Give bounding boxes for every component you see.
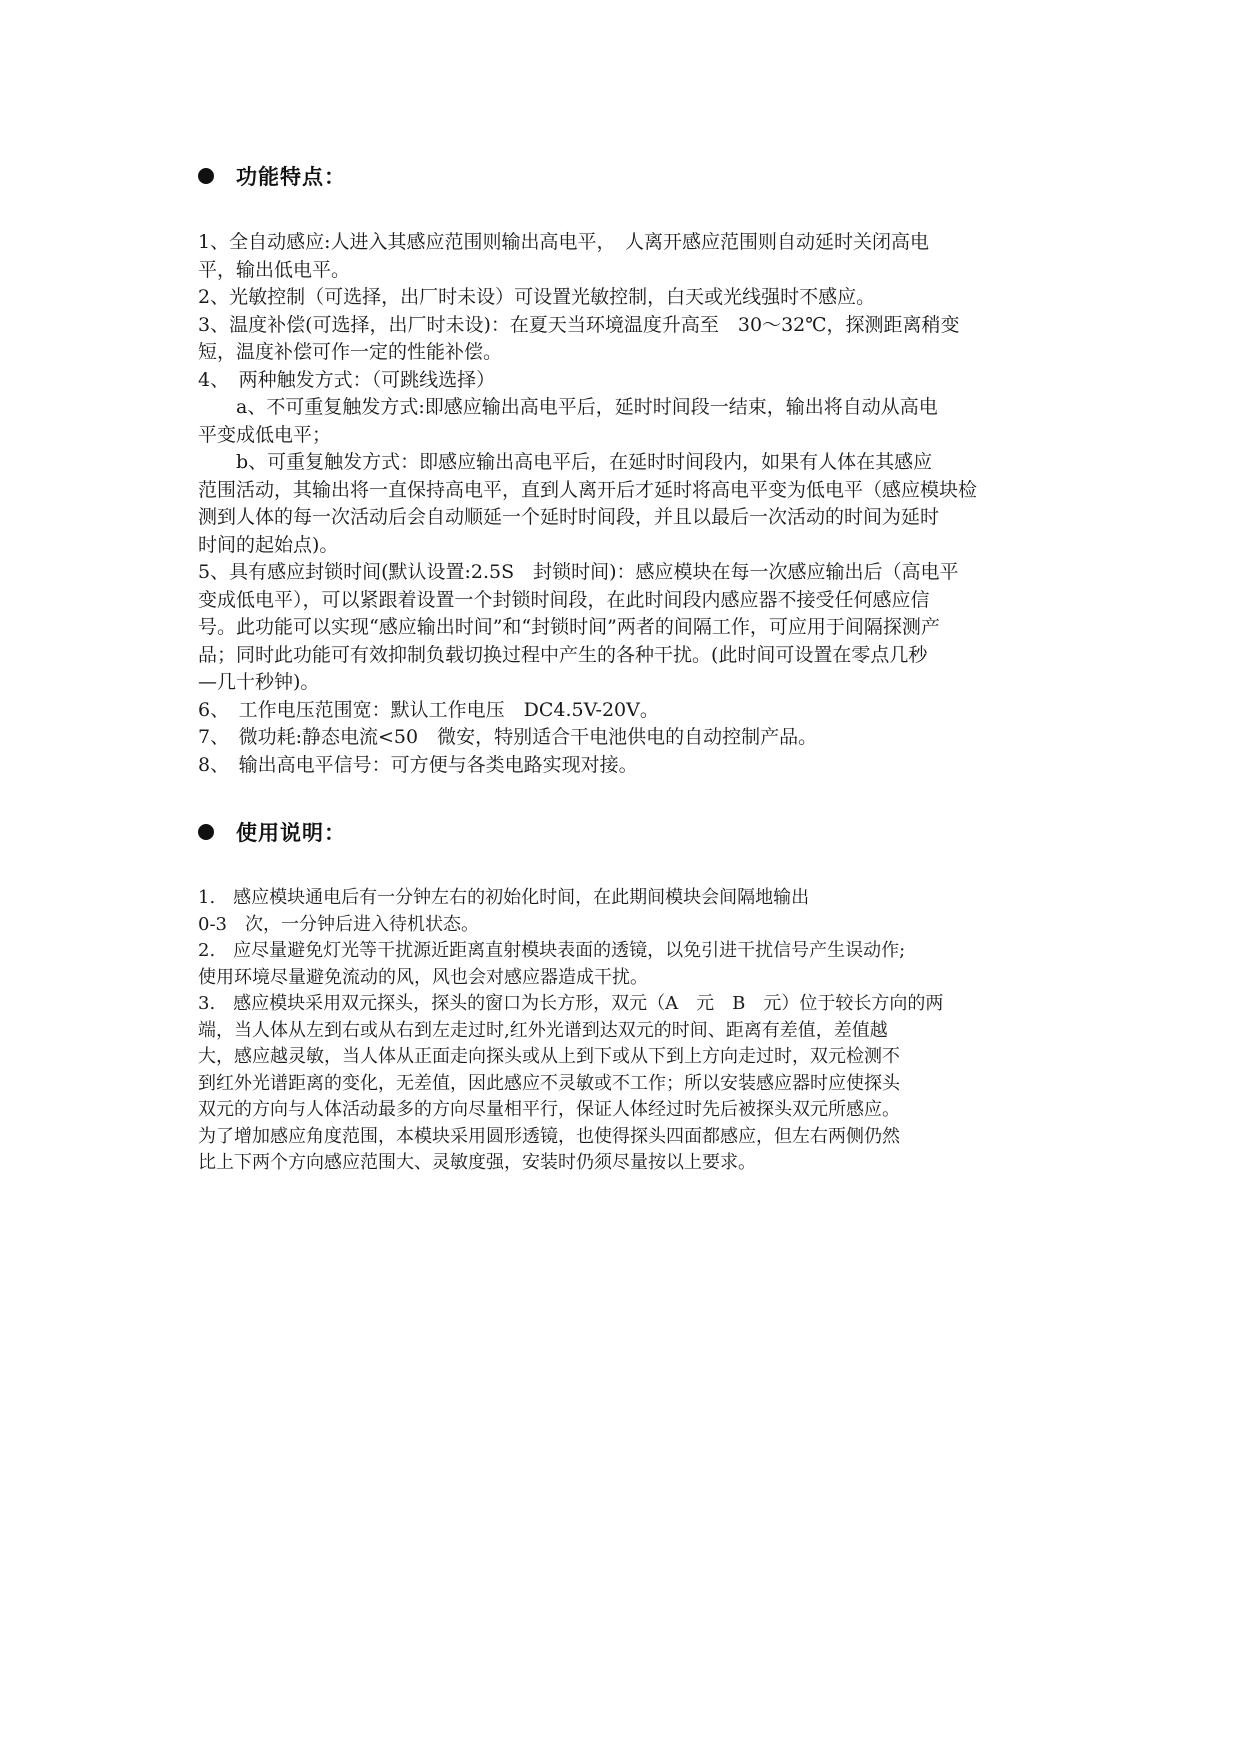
text-line: 2. 应尽量避免灯光等干扰源近距离直射模块表面的透镜，以免引进干扰信号产生误动作; bbox=[198, 940, 906, 961]
section-heading-text: 功能特点： bbox=[236, 165, 346, 189]
text-line: b、可重复触发方式：即感应输出高电平后，在延时时间段内，如果有人体在其感应 bbox=[198, 451, 933, 473]
text-line: 到红外光谱距离的变化，无差值，因此感应不灵敏或不工作；所以安装感应器时应使探头 bbox=[198, 1072, 900, 1094]
text-line: 大，感应越灵敏，当人体从正面走向探头或从上到下或从下到上方向走过时，双元检测不 bbox=[198, 1046, 900, 1067]
text-line: 4、 两种触发方式：（可跳线选择） bbox=[198, 368, 496, 391]
features-text-block bbox=[198, 229, 1048, 779]
text-line: 时间的起始点)。 bbox=[198, 533, 339, 556]
text-line: 3、温度补偿(可选择，出厂时未设)：在夏天当环境温度升高至 30～32℃，探测距离稍变 bbox=[198, 313, 960, 336]
text-line: 使用环境尽量避免流动的风，风也会对感应器造成干扰。 bbox=[198, 966, 648, 988]
text-line: 平，输出低电平。 bbox=[198, 258, 351, 281]
bullet-icon bbox=[198, 824, 214, 840]
text-line: 3. 感应模块采用双元探头，探头的窗口为长方形，双元（A 元 B 元）位于较长方向的两 bbox=[198, 993, 944, 1014]
text-line: 双元的方向与人体活动最多的方向尽量相平行，保证人体经过时先后被探头双元所感应。 bbox=[198, 1099, 900, 1120]
text-line: —几十秒钟)。 bbox=[198, 671, 320, 693]
section-heading-usage bbox=[198, 817, 346, 847]
text-line: 7、 微功耗:静态电流<50 微安，特别适合干电池供电的自动控制产品。 bbox=[198, 726, 818, 748]
text-line: 为了增加感应角度范围，本模块采用圆形透镜，也使得探头四面都感应，但左右两侧仍然 bbox=[198, 1125, 900, 1147]
text-line: a、不可重复触发方式:即感应输出高电平后，延时时间段一结束，输出将自动从高电 bbox=[198, 396, 938, 418]
text-line: 短，温度补偿可作一定的性能补偿。 bbox=[198, 341, 503, 363]
text-line: 品；同时此功能可有效抑制负载切换过程中产生的各种干扰。(此时间可设置在零点几秒 bbox=[198, 643, 928, 666]
text-line: 平变成低电平； bbox=[198, 423, 332, 446]
text-line: 1. 感应模块通电后有一分钟左右的初始化时间，在此期间模块会间隔地输出 bbox=[198, 887, 810, 908]
text-line: 比上下两个方向感应范围大、灵敏度强，安装时仍须尽量按以上要求。 bbox=[198, 1152, 756, 1173]
bullet-icon bbox=[198, 168, 214, 184]
text-line: 5、具有感应封锁时间(默认设置:2.5S 封锁时间)：感应模块在每一次感应输出后（高电平 bbox=[198, 561, 959, 583]
text-line: 范围活动，其输出将一直保持高电平，直到人离开后才延时将高电平变为低电平（感应模块检 bbox=[198, 478, 978, 501]
text-line: 测到人体的每一次活动后会自动顺延一个延时时间段，并且以最后一次活动的时间为延时 bbox=[198, 506, 940, 528]
text-line: 1、全自动感应:人进入其感应范围则输出高电平， 人离开感应范围则自动延时关闭高电 bbox=[198, 231, 929, 253]
text-line: 变成低电平），可以紧跟着设置一个封锁时间段，在此时间段内感应器不接受任何感应信 bbox=[198, 588, 930, 611]
text-line: 2、光敏控制（可选择，出厂时未设）可设置光敏控制，白天或光线强时不感应。 bbox=[198, 286, 876, 308]
section-heading-text: 使用说明： bbox=[236, 821, 346, 845]
section-heading-features bbox=[198, 161, 346, 191]
usage-text-block bbox=[198, 885, 1048, 1177]
text-line: 号。此功能可以实现“感应输出时间”和“封锁时间”两者的间隔工作，可应用于间隔探测产 bbox=[198, 616, 940, 638]
text-line: 端，当人体从左到右或从右到左走过时,红外光谱到达双元的时间、距离有差值，差值越 bbox=[198, 1019, 888, 1041]
text-line: 8、 输出高电平信号：可方便与各类电路实现对接。 bbox=[198, 753, 638, 776]
text-line: 0-3 次，一分钟后进入待机状态。 bbox=[198, 913, 479, 935]
text-line: 6、 工作电压范围宽：默认工作电压 DC4.5V-20V。 bbox=[198, 698, 659, 721]
